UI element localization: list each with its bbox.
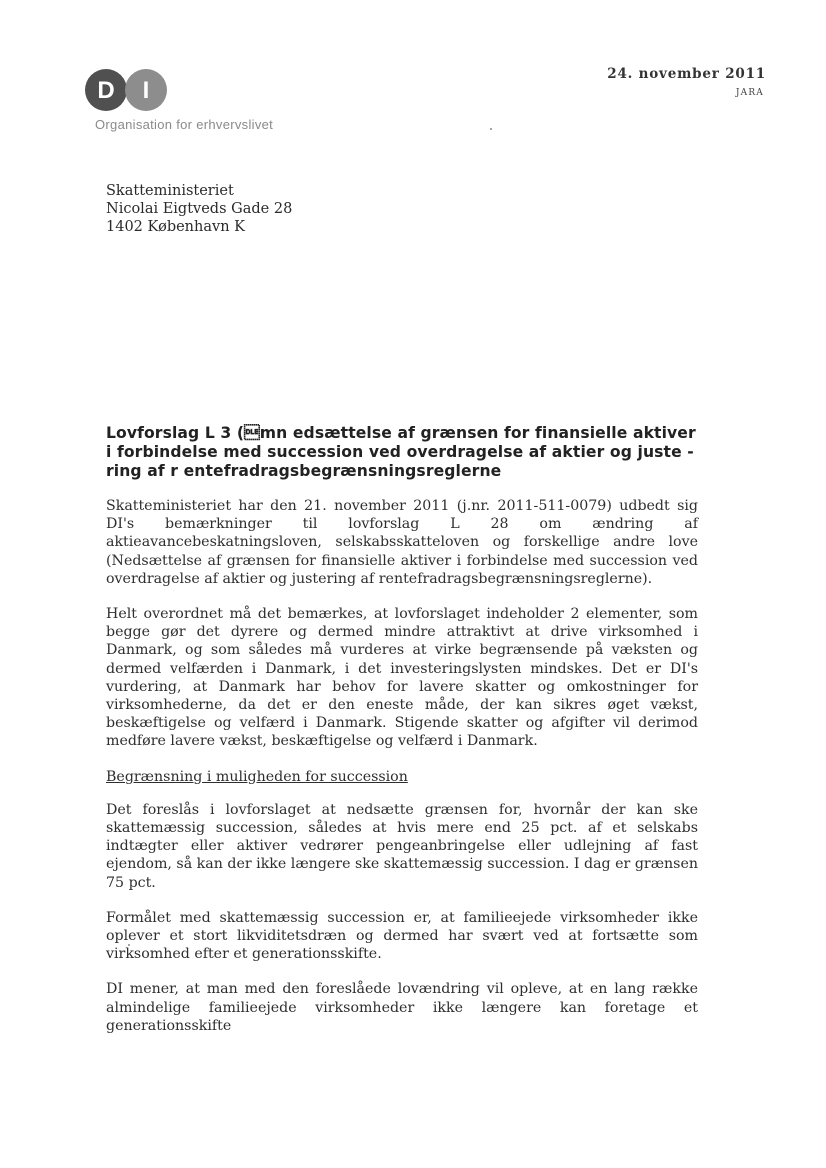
recipient-address [106, 182, 292, 236]
recipient-line: Nicolai Eigtveds Gade 28 [106, 201, 293, 217]
organisation-tagline: Organisation for erhvervslivet [95, 117, 274, 132]
logo-letter-i: I [142, 77, 150, 104]
letter-headline [106, 424, 706, 481]
body-paragraph: DI mener, at man med den foreslåede lovændring vil opleve, at en lang række almindelige familieejede virksomheder ikke længere kan foretage et generationsskifte [106, 981, 698, 1034]
body-paragraph: Det foreslås i lovforslaget at nedsætte grænsen for, hvornår der kan ske skattemæssig succession, således at hvis mere end 25 pct. af et selskabs indtægter eller aktiver vedrører pengeanbringelse eller udlejning af fast ejendom, så kan der ikke længere ske skattemæssig succession. I dag er grænsen 75 pct. [106, 801, 698, 891]
headline-line: ring af r entefradragsbegrænsningsreglerne [106, 462, 502, 480]
headline-line: i forbindelse med succession ved overdragelse af aktier og juste - [106, 443, 694, 461]
logo-letter-d: D [97, 77, 115, 104]
letter-body [106, 497, 698, 1052]
letter-date: 24. november 2011 [607, 66, 766, 82]
recipient-line: 1402 København K [106, 219, 245, 235]
recipient-line: Skatteministeriet [106, 183, 234, 199]
headline-line: Lovforslag L 3 (mn edsættelse af grænsen for finansielle aktiver [106, 424, 696, 442]
section-subheading: Begrænsning i muligheden for succession [106, 768, 408, 785]
sender-initials: JARA [735, 88, 764, 98]
scan-speck [490, 128, 492, 130]
body-paragraph: Helt overordnet må det bemærkes, at lovforslaget indeholder 2 elementer, som begge gør det dyrere og dermed mindre attraktivt at drive virksomhed i Danmark, og som således må vurderes at virke begrænsende på væksten og dermed velfærden i Danmark, i det investeringslysten mindskes. Det er DI's vurdering, at Danmark har behov for lavere skatter og omkostninger for virksomhederne, da det er den eneste måde, der kan sikres øget vækst, beskæftigelse og velfærd i Danmark. Stigende skatter og afgifter vil derimod medføre lavere vækst, beskæftigelse og velfærd i Danmark. [106, 606, 698, 750]
body-paragraph: Skatteministeriet har den 21. november 2011 (j.nr. 2011-511-0079) udbedt sig DI's bemærkninger til lovforslag L 28 om ændring af aktieavancebeskatningsloven, selskabsskatteloven og forskellige andre love (Nedsættelse af grænsen for finansielle aktiver i forbindelse med succession ved overdragelse af aktier og justering af rentefradragsbegrænsningsreglerne). [106, 498, 698, 587]
di-logo [84, 68, 168, 112]
body-paragraph: Formålet med skattemæssig succession er, at familieejede virksomheder ikke oplever et stort likviditetsdræn og dermed har svært ved at fortsætte som virksomhed efter et generationsskifte. [106, 909, 698, 963]
